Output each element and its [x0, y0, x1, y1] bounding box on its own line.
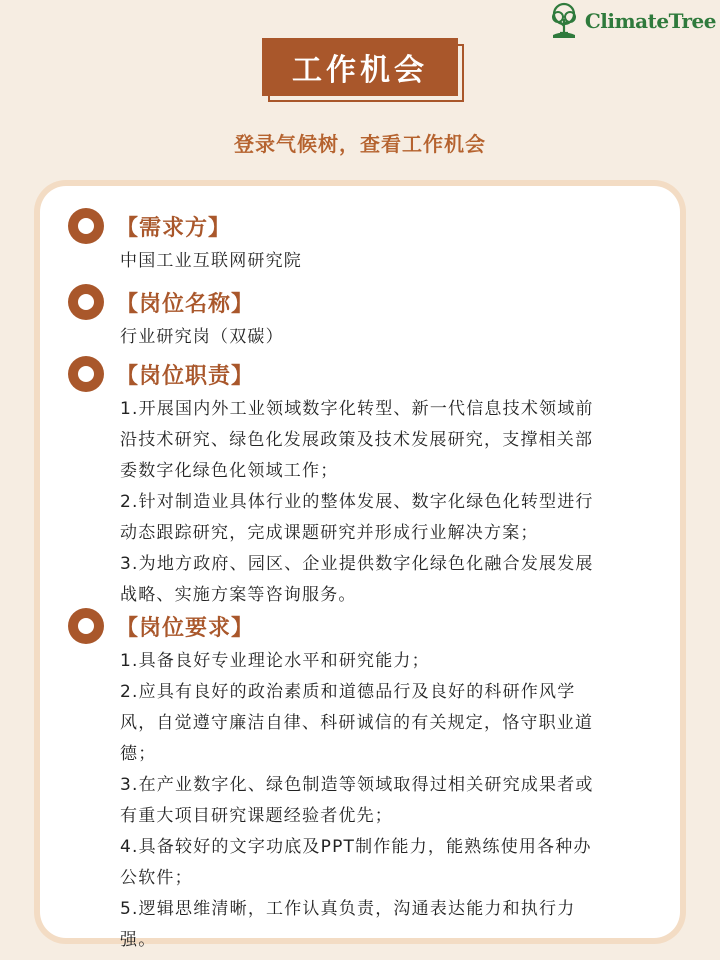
text-line: 沿技术研究、绿色化发展政策及技术发展研究，支撑相关部	[120, 430, 594, 450]
text-line: 4.具备较好的文字功底及PPT制作能力，能熟练使用各种办	[120, 837, 592, 857]
text-line: 德；	[120, 744, 157, 764]
section-body	[120, 246, 660, 277]
text-line: 风，自觉遵守廉洁自律、科研诚信的有关规定，恪守职业道	[120, 713, 594, 733]
section-body	[120, 394, 660, 611]
text-line: 2.应具有良好的政治素质和道德品行及良好的科研作风学	[120, 682, 576, 702]
bullet-icon	[68, 284, 104, 320]
bullet-icon	[68, 356, 104, 392]
text-line: 公软件；	[120, 868, 193, 888]
section-title: 【岗位职责】	[116, 363, 255, 389]
tree-icon	[547, 2, 581, 40]
section-title: 【岗位名称】	[116, 291, 255, 317]
text-line: 战略、实施方案等咨询服务。	[120, 585, 357, 605]
text-line: 中国工业互联网研究院	[120, 251, 302, 271]
bullet-icon	[68, 208, 104, 244]
text-line: 委数字化绿色化领域工作；	[120, 461, 339, 481]
text-line: 3.为地方政府、园区、企业提供数字化绿色化融合发展发展	[120, 554, 594, 574]
page-title: 工作机会	[262, 38, 458, 96]
subtitle: 登录气候树，查看工作机会	[234, 132, 486, 156]
section-body	[120, 322, 660, 353]
text-line: 3.在产业数字化、绿色制造等领域取得过相关研究成果者或	[120, 775, 594, 795]
text-line: 有重大项目研究课题经验者优先；	[120, 806, 393, 826]
section-title: 【需求方】	[116, 215, 232, 241]
section-responsibilities	[40, 354, 680, 611]
text-line: 5.逻辑思维清晰，工作认真负责，沟通表达能力和执行力	[120, 899, 576, 919]
logo-text: ClimateTree	[584, 9, 716, 33]
text-line: 动态跟踪研究，完成课题研究并形成行业解决方案；	[120, 523, 539, 543]
text-line: 1.具备良好专业理论水平和研究能力；	[120, 651, 430, 671]
text-line: 强。	[120, 930, 157, 950]
text-line: 1.开展国内外工业领域数字化转型、新一代信息技术领域前	[120, 399, 594, 419]
climatetree-logo[interactable]	[547, 2, 716, 40]
section-requirements	[40, 606, 680, 956]
section-position-name	[40, 282, 680, 353]
section-demander	[40, 206, 680, 277]
title-banner	[262, 38, 458, 96]
text-line: 2.针对制造业具体行业的整体发展、数字化绿色化转型进行	[120, 492, 594, 512]
text-line: 行业研究岗（双碳）	[120, 327, 284, 347]
section-title: 【岗位要求】	[116, 615, 255, 641]
section-body	[120, 646, 660, 956]
job-card	[40, 186, 680, 950]
bullet-icon	[68, 608, 104, 644]
